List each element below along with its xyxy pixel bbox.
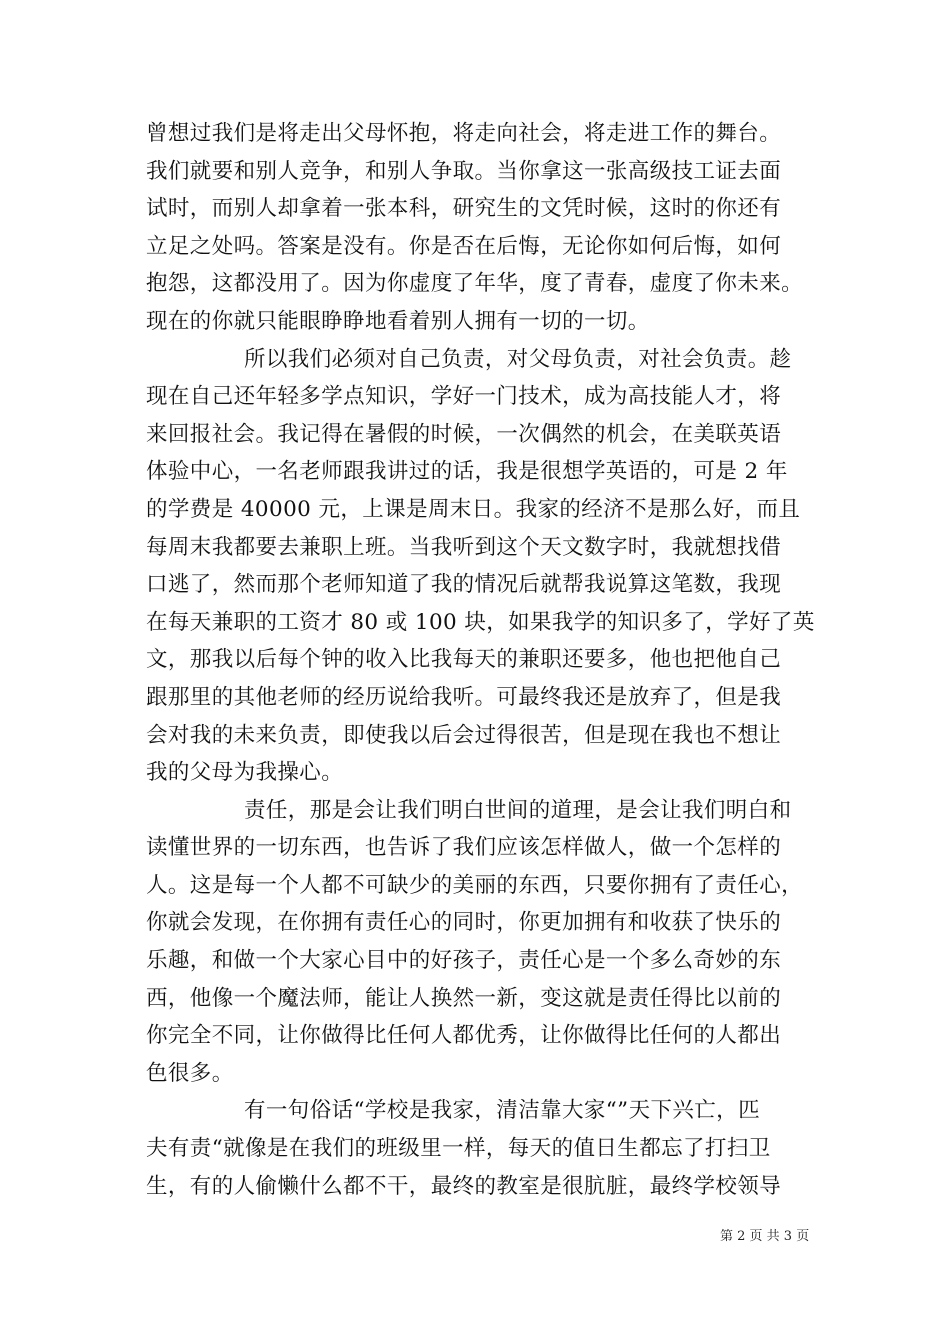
text-line: 人。这是每一个人都不可缺少的美丽的东西，只要你拥有了责任心， — [146, 872, 804, 898]
paragraph-first-line: 责任，那是会让我们明白世间的道理，是会让我们明白和 — [244, 797, 792, 823]
text-line: 立足之处吗。答案是没有。你是否在后悔，无论你如何后悔，如何 — [146, 233, 782, 259]
text-line: 跟那里的其他老师的经历说给我听。可最终我还是放弃了，但是我 — [146, 684, 782, 710]
text-line: 现在自己还年轻多学点知识，学好一门技术，成为高技能人才，将 — [146, 384, 782, 410]
text-line: 口逃了，然而那个老师知道了我的情况后就帮我说算这笔数，我现 — [146, 572, 782, 598]
text-line: 乐趣，和做一个大家心目中的好孩子，责任心是一个多么奇妙的东 — [146, 948, 782, 974]
body-text — [146, 115, 818, 1205]
paragraph-first-line: 所以我们必须对自己负责，对父母负责，对社会负责。趁 — [244, 346, 792, 372]
text-line: 会对我的未来负责，即使我以后会过得很苦，但是现在我也不想让 — [146, 722, 782, 748]
text-line: 我们就要和别人竞争，和别人争取。当你拿这一张高级技工证去面 — [146, 158, 782, 184]
text-line: 夫有责“就像是在我们的班级里一样，每天的值日生都忘了打扫卫 — [146, 1136, 771, 1162]
text-line: 文，那我以后每个钟的收入比我每天的兼职还要多，他也把他自己 — [146, 647, 782, 673]
text-line: 色很多。 — [146, 1060, 234, 1086]
text-line: 读懂世界的一切东西，也告诉了我们应该怎样做人，做一个怎样的 — [146, 835, 782, 861]
paragraph-first-line: 有一句俗话“学校是我家，清洁靠大家“”天下兴亡，匹 — [244, 1098, 760, 1124]
text-line: 你完全不同，让你做得比任何人都优秀，让你做得比任何的人都出 — [146, 1023, 782, 1049]
page-number-footer: 第 2 页 共 3 页 — [720, 1229, 810, 1244]
text-line: 你就会发现，在你拥有责任心的同时，你更加拥有和收获了快乐的 — [146, 910, 782, 936]
text-line: 体验中心，一名老师跟我讲过的话，我是很想学英语的，可是 2 年 — [146, 459, 788, 485]
text-line: 西，他像一个魔法师，能让人换然一新，变这就是责任得比以前的 — [146, 985, 782, 1011]
text-line: 抱怨，这都没用了。因为你虚度了年华，度了青春，虚度了你未来。 — [146, 271, 804, 297]
text-line: 来回报社会。我记得在暑假的时候，一次偶然的机会，在美联英语 — [146, 421, 782, 447]
text-line: 的学费是 40000 元，上课是周末日。我家的经济不是那么好，而且 — [146, 496, 801, 522]
text-line: 在每天兼职的工资才 80 或 100 块，如果我学的知识多了，学好了英 — [146, 609, 815, 635]
text-line: 曾想过我们是将走出父母怀抱，将走向社会，将走进工作的舞台。 — [146, 121, 782, 146]
text-line: 现在的你就只能眼睁睁地看着别人拥有一切的一切。 — [146, 308, 650, 334]
text-line: 每周末我都要去兼职上班。当我听到这个天文数字时，我就想找借 — [146, 534, 782, 560]
text-line: 我的父母为我操心。 — [146, 760, 344, 786]
text-line: 生，有的人偷懒什么都不干，最终的教室是很肮脏，最终学校领导 — [146, 1173, 782, 1199]
text-line: 试时，而别人却拿着一张本科，研究生的文凭时候，这时的你还有 — [146, 196, 782, 222]
